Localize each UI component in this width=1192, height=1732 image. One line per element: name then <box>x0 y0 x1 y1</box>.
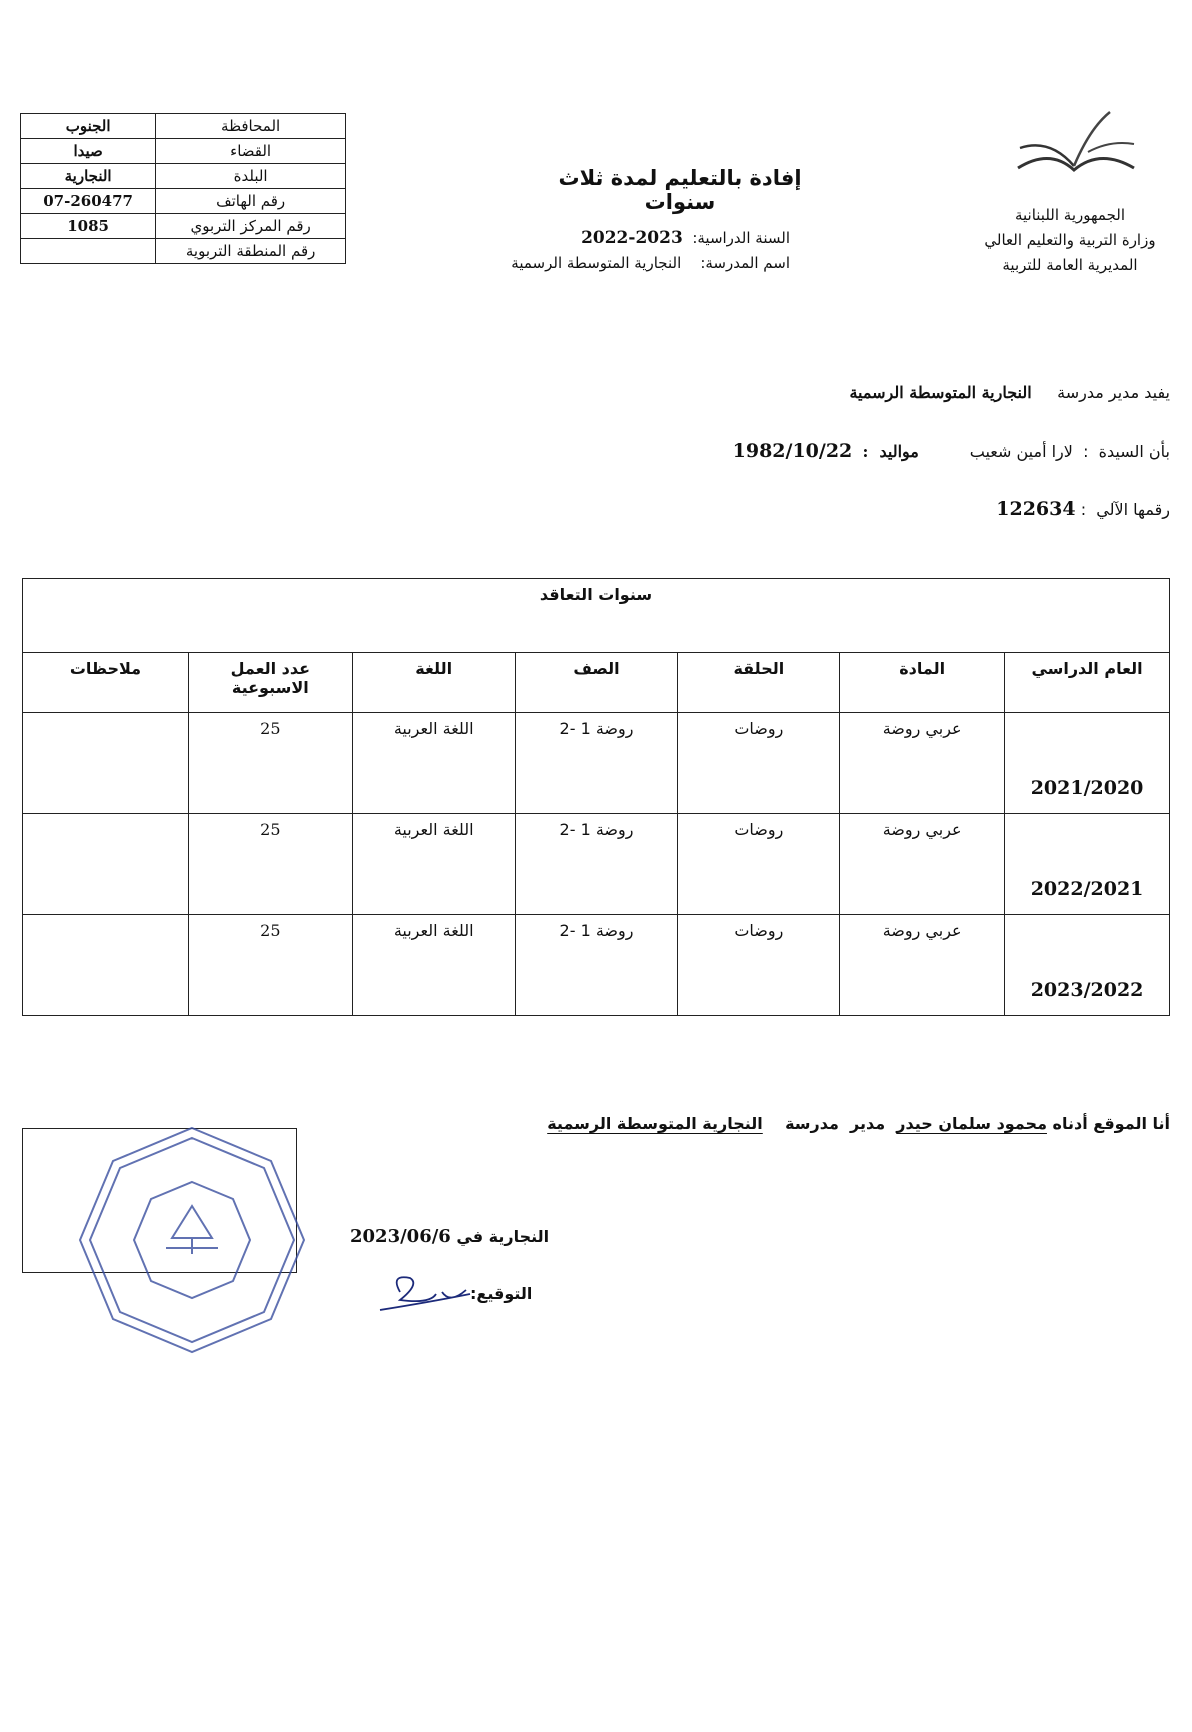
col-header: اللغة <box>352 653 515 713</box>
decl-prefix: أنا الموقع أدناه <box>1052 1114 1170 1133</box>
academic-year-line <box>470 228 790 248</box>
cell-language: اللغة العربية <box>352 915 515 1016</box>
declaration-line <box>547 1114 1170 1133</box>
cell-year: 2022/2021 <box>1005 814 1170 915</box>
info-label: البلدة <box>156 164 346 189</box>
school-label: اسم المدرسة: <box>700 254 790 272</box>
info-label: المحافظة <box>156 114 346 139</box>
cell-cycle: روضات <box>678 814 840 915</box>
cell-subject: عربي روضة <box>840 814 1005 915</box>
info-label: القضاء <box>156 139 346 164</box>
info-label: رقم المركز التربوي <box>156 214 346 239</box>
decl-school: النجارية المتوسطة الرسمية <box>547 1114 763 1133</box>
cell-cycle: روضات <box>678 713 840 814</box>
line1-school: النجارية المتوسطة الرسمية <box>849 383 1032 402</box>
line1-prefix: يفيد مدير مدرسة <box>1057 383 1170 402</box>
born-label: مواليد : <box>862 442 919 461</box>
info-row <box>21 139 346 164</box>
info-row <box>21 189 346 214</box>
school-info-table <box>20 113 346 264</box>
col-header: العام الدراسي <box>1005 653 1170 713</box>
document-title: إفادة بالتعليم لمدة ثلاث سنوات <box>558 166 802 214</box>
cell-year: 2021/2020 <box>1005 713 1170 814</box>
table-row <box>23 713 1170 814</box>
place-date-line <box>350 1226 549 1247</box>
cell-hours: 25 <box>188 814 352 915</box>
place-label: النجارية في <box>456 1227 550 1246</box>
year-label: السنة الدراسية: <box>692 229 790 247</box>
info-label: رقم الهاتف <box>156 189 346 214</box>
body-line-principal <box>849 383 1170 402</box>
cell-hours: 25 <box>188 915 352 1016</box>
table-title: سنوات التعاقد <box>23 579 1170 653</box>
cell-class: روضة 1 -2 <box>515 713 678 814</box>
year-value: 2023-2022 <box>581 228 683 248</box>
principal-name: محمود سلمان حيدر <box>896 1114 1047 1133</box>
info-value: النجارية <box>21 164 156 189</box>
info-row <box>21 214 346 239</box>
school-name-line <box>470 254 790 272</box>
teacher-name: بأن السيدة : لارا أمين شعيب <box>969 442 1170 461</box>
info-value: الجنوب <box>21 114 156 139</box>
born-value: 1982/10/22 <box>732 440 853 462</box>
contract-years-table <box>22 578 1170 1016</box>
info-row <box>21 114 346 139</box>
id-label: رقمها الآلي : <box>1080 500 1170 519</box>
cell-hours: 25 <box>188 713 352 814</box>
col-header: عدد العمل الاسبوعية <box>188 653 352 713</box>
body-line-teacher <box>733 440 1170 462</box>
info-value: صيدا <box>21 139 156 164</box>
col-header: الحلقة <box>678 653 840 713</box>
ministry-book-logo-icon <box>1010 108 1140 188</box>
cell-subject: عربي روضة <box>840 713 1005 814</box>
info-value <box>21 239 156 264</box>
handwritten-signature <box>370 1270 480 1320</box>
cell-notes <box>23 915 189 1016</box>
ministry-header <box>960 203 1180 278</box>
signature-label: التوقيع: <box>470 1284 533 1303</box>
school-value: النجارية المتوسطة الرسمية <box>511 254 682 272</box>
cell-cycle: روضات <box>678 915 840 1016</box>
body-line-id <box>996 498 1170 520</box>
official-stamp <box>72 1120 312 1360</box>
table-header-row <box>23 653 1170 713</box>
info-value: 07-260477 <box>21 189 156 214</box>
table-row <box>23 915 1170 1016</box>
cell-subject: عربي روضة <box>840 915 1005 1016</box>
info-value: 1085 <box>21 214 156 239</box>
col-header: الصف <box>515 653 678 713</box>
directorate-name: المديرية العامة للتربية <box>1002 256 1138 274</box>
republic-name: الجمهورية اللبنانية <box>1014 206 1126 224</box>
cell-class: روضة 1 -2 <box>515 915 678 1016</box>
info-row <box>21 164 346 189</box>
id-value: 122634 <box>996 498 1076 520</box>
decl-middle: مدير مدرسة <box>785 1114 886 1133</box>
table-row <box>23 814 1170 915</box>
ministry-name: وزارة التربية والتعليم العالي <box>984 231 1156 249</box>
cell-year: 2023/2022 <box>1005 915 1170 1016</box>
col-header: المادة <box>840 653 1005 713</box>
cell-language: اللغة العربية <box>352 814 515 915</box>
cell-notes <box>23 814 189 915</box>
cell-language: اللغة العربية <box>352 713 515 814</box>
info-row <box>21 239 346 264</box>
cell-class: روضة 1 -2 <box>515 814 678 915</box>
col-header: ملاحظات <box>23 653 189 713</box>
signing-date: 2023/06/6 <box>350 1226 451 1247</box>
cell-notes <box>23 713 189 814</box>
info-label: رقم المنطقة التربوية <box>156 239 346 264</box>
